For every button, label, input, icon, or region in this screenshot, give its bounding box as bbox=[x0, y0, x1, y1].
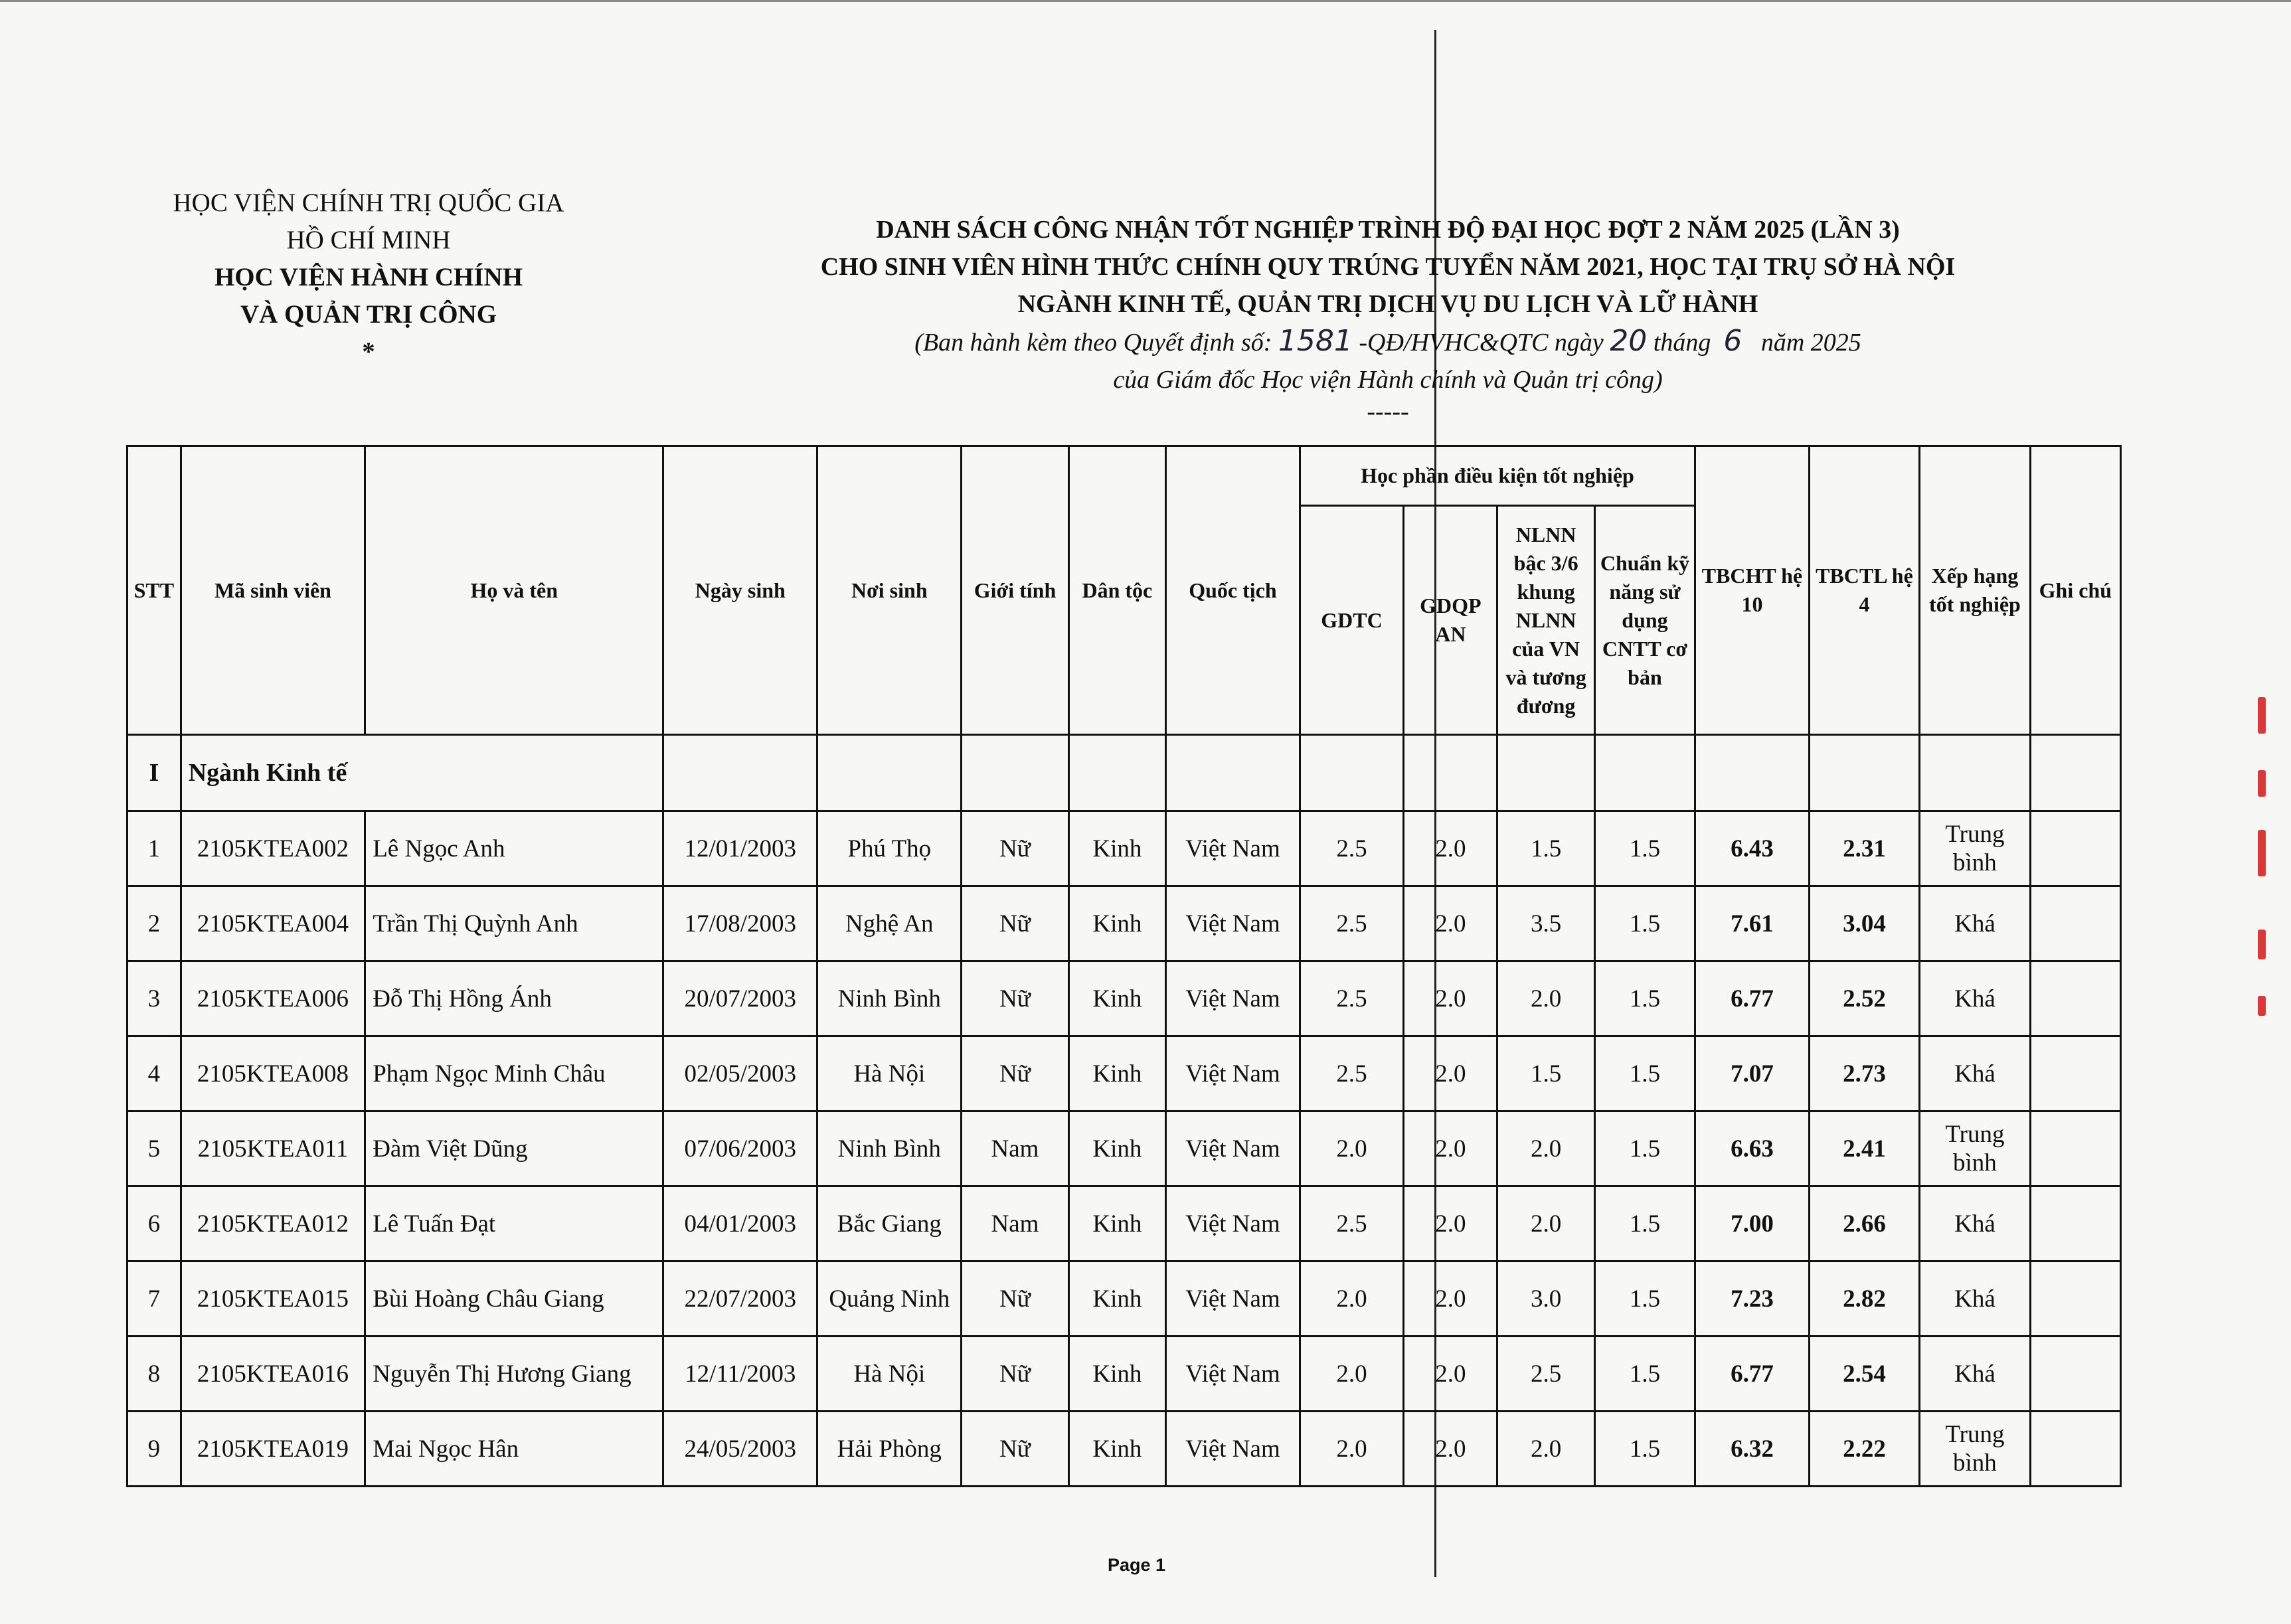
cell-gdtc: 2.0 bbox=[1300, 1261, 1403, 1337]
cell-nlnn: 2.0 bbox=[1497, 1186, 1594, 1261]
cell-tbctl: 2.66 bbox=[1809, 1186, 1919, 1261]
cell-ranking: Trung bình bbox=[1920, 811, 2030, 886]
cell-tbcht: 7.00 bbox=[1695, 1186, 1810, 1261]
table-row bbox=[127, 1261, 2121, 1337]
red-stamp-mark bbox=[2258, 770, 2266, 797]
section-number: I bbox=[127, 735, 181, 811]
graduation-table bbox=[126, 445, 2122, 1487]
cell-student-id: 2105KTEA006 bbox=[181, 961, 365, 1036]
cell-ranking: Khá bbox=[1920, 1261, 2030, 1337]
cell-nlnn: 1.5 bbox=[1497, 811, 1594, 886]
cell-ranking: Khá bbox=[1920, 961, 2030, 1036]
cell-nlnn: 1.5 bbox=[1497, 1036, 1594, 1111]
cell-tbctl: 2.52 bbox=[1809, 961, 1919, 1036]
cell-student-id: 2105KTEA016 bbox=[181, 1337, 365, 1412]
cell-gdqp: 2.0 bbox=[1404, 1261, 1497, 1337]
cell-cntt: 1.5 bbox=[1594, 1111, 1695, 1186]
org-line-1: HỌC VIỆN CHÍNH TRỊ QUỐC GIA bbox=[173, 189, 564, 217]
cell-stt: 8 bbox=[127, 1337, 181, 1412]
org-line-3: HỌC VIỆN HÀNH CHÍNH bbox=[214, 263, 523, 291]
cell-notes bbox=[2030, 1036, 2120, 1111]
section-label: Ngành Kinh tế bbox=[181, 735, 663, 811]
cell-student-id: 2105KTEA008 bbox=[181, 1036, 365, 1111]
cell-ethnicity: Kinh bbox=[1068, 1036, 1165, 1111]
header-gdtc: GDTC bbox=[1300, 506, 1403, 735]
cell-notes bbox=[2030, 1111, 2120, 1186]
header-student-id: Mã sinh viên bbox=[181, 446, 365, 735]
cell-gdtc: 2.5 bbox=[1300, 961, 1403, 1036]
cell-notes bbox=[2030, 1412, 2120, 1487]
cell-gender: Nữ bbox=[962, 886, 1068, 961]
cell-nationality: Việt Nam bbox=[1166, 1412, 1300, 1487]
cell-nlnn: 3.0 bbox=[1497, 1261, 1594, 1337]
cell-gdqp: 2.0 bbox=[1404, 811, 1497, 886]
table-row bbox=[127, 1337, 2121, 1412]
header-stt: STT bbox=[127, 446, 181, 735]
table-row bbox=[127, 886, 2121, 961]
cell-gdtc: 2.5 bbox=[1300, 1186, 1403, 1261]
cell-nlnn: 2.5 bbox=[1497, 1337, 1594, 1412]
cell-cntt: 1.5 bbox=[1594, 886, 1695, 961]
cell-cntt: 1.5 bbox=[1594, 961, 1695, 1036]
cell-nationality: Việt Nam bbox=[1166, 811, 1300, 886]
header-nlnn: NLNN bậc 3/6 khung NLNN của VN và tương đương bbox=[1497, 506, 1594, 735]
cell-gender: Nữ bbox=[962, 961, 1068, 1036]
header-gdqp: GDQP AN bbox=[1404, 506, 1497, 735]
cell-tbcht: 7.07 bbox=[1695, 1036, 1810, 1111]
header-birth-date: Ngày sinh bbox=[663, 446, 817, 735]
cell-notes bbox=[2030, 811, 2120, 886]
cell-gdtc: 2.0 bbox=[1300, 1412, 1403, 1487]
cell-ethnicity: Kinh bbox=[1068, 1111, 1165, 1186]
cell-cntt: 1.5 bbox=[1594, 1412, 1695, 1487]
scan-top-edge bbox=[0, 0, 2291, 2]
cell-birth-place: Quảng Ninh bbox=[817, 1261, 962, 1337]
document-title-block bbox=[770, 211, 2005, 425]
cell-birth-date: 22/07/2003 bbox=[663, 1261, 817, 1337]
cell-birth-place: Ninh Bình bbox=[817, 961, 962, 1036]
cell-notes bbox=[2030, 886, 2120, 961]
cell-gdtc: 2.5 bbox=[1300, 886, 1403, 961]
cell-gender: Nam bbox=[962, 1111, 1068, 1186]
cell-birth-date: 17/08/2003 bbox=[663, 886, 817, 961]
cell-cntt: 1.5 bbox=[1594, 1261, 1695, 1337]
cell-ranking: Khá bbox=[1920, 1337, 2030, 1412]
page-number: Page 1 bbox=[1108, 1555, 1166, 1575]
cell-tbcht: 6.77 bbox=[1695, 1337, 1810, 1412]
cell-tbctl: 2.54 bbox=[1809, 1337, 1919, 1412]
decree-line bbox=[770, 323, 2005, 361]
cell-student-id: 2105KTEA011 bbox=[181, 1111, 365, 1186]
table-row bbox=[127, 1186, 2121, 1261]
cell-ethnicity: Kinh bbox=[1068, 1186, 1165, 1261]
cell-nationality: Việt Nam bbox=[1166, 1337, 1300, 1412]
cell-birth-date: 12/11/2003 bbox=[663, 1337, 817, 1412]
cell-birth-place: Hà Nội bbox=[817, 1036, 962, 1111]
cell-tbcht: 6.77 bbox=[1695, 961, 1810, 1036]
red-stamp-mark bbox=[2258, 996, 2266, 1016]
cell-student-id: 2105KTEA012 bbox=[181, 1186, 365, 1261]
cell-birth-date: 24/05/2003 bbox=[663, 1412, 817, 1487]
cell-notes bbox=[2030, 1186, 2120, 1261]
cell-nlnn: 3.5 bbox=[1497, 886, 1594, 961]
cell-ethnicity: Kinh bbox=[1068, 961, 1165, 1036]
section-row bbox=[127, 735, 2121, 811]
cell-birth-date: 12/01/2003 bbox=[663, 811, 817, 886]
org-line-2: HỒ CHÍ MINH bbox=[286, 226, 451, 254]
cell-stt: 3 bbox=[127, 961, 181, 1036]
cell-nlnn: 2.0 bbox=[1497, 1111, 1594, 1186]
header-ranking: Xếp hạng tốt nghiệp bbox=[1920, 446, 2030, 735]
header-birth-place: Nơi sinh bbox=[817, 446, 962, 735]
cell-birth-place: Nghệ An bbox=[817, 886, 962, 961]
cell-ethnicity: Kinh bbox=[1068, 1337, 1165, 1412]
cell-stt: 6 bbox=[127, 1186, 181, 1261]
header-nationality: Quốc tịch bbox=[1166, 446, 1300, 735]
title-dash: ----- bbox=[1367, 398, 1409, 426]
cell-cntt: 1.5 bbox=[1594, 1337, 1695, 1412]
decree-year: năm 2025 bbox=[1760, 329, 1861, 357]
cell-tbctl: 3.04 bbox=[1809, 886, 1919, 961]
cell-full-name: Đỗ Thị Hồng Ánh bbox=[365, 961, 663, 1036]
cell-tbcht: 6.32 bbox=[1695, 1412, 1810, 1487]
cell-tbctl: 2.22 bbox=[1809, 1412, 1919, 1487]
cell-nationality: Việt Nam bbox=[1166, 1261, 1300, 1337]
table-row bbox=[127, 1412, 2121, 1487]
red-stamp-mark bbox=[2258, 830, 2266, 876]
cell-gdtc: 2.0 bbox=[1300, 1337, 1403, 1412]
cell-nlnn: 2.0 bbox=[1497, 961, 1594, 1036]
cell-nationality: Việt Nam bbox=[1166, 961, 1300, 1036]
cell-student-id: 2105KTEA004 bbox=[181, 886, 365, 961]
title-line-3: NGÀNH KINH TẾ, QUẢN TRỊ DỊCH VỤ DU LỊCH VÀ LỮ HÀNH bbox=[1017, 290, 1758, 318]
cell-gdtc: 2.5 bbox=[1300, 811, 1403, 886]
decree-number: 1581 bbox=[1278, 324, 1353, 358]
cell-ranking: Khá bbox=[1920, 1186, 2030, 1261]
header-graduation-conditions: Học phần điều kiện tốt nghiệp bbox=[1300, 446, 1695, 506]
cell-ethnicity: Kinh bbox=[1068, 1261, 1165, 1337]
decree-mid-2: tháng bbox=[1653, 329, 1711, 357]
cell-nationality: Việt Nam bbox=[1166, 886, 1300, 961]
cell-birth-place: Ninh Bình bbox=[817, 1111, 962, 1186]
cell-ranking: Khá bbox=[1920, 886, 2030, 961]
cell-tbcht: 6.63 bbox=[1695, 1111, 1810, 1186]
decree-month: 6 bbox=[1723, 324, 1742, 358]
cell-stt: 5 bbox=[127, 1111, 181, 1186]
table-row bbox=[127, 1036, 2121, 1111]
header-cntt: Chuẩn kỹ năng sử dụng CNTT cơ bản bbox=[1594, 506, 1695, 735]
cell-ranking: Trung bình bbox=[1920, 1412, 2030, 1487]
cell-gender: Nữ bbox=[962, 1337, 1068, 1412]
cell-birth-date: 02/05/2003 bbox=[663, 1036, 817, 1111]
cell-tbcht: 7.61 bbox=[1695, 886, 1810, 961]
org-star: * bbox=[362, 337, 375, 366]
cell-birth-place: Hải Phòng bbox=[817, 1412, 962, 1487]
cell-full-name: Trần Thị Quỳnh Anh bbox=[365, 886, 663, 961]
cell-birth-date: 07/06/2003 bbox=[663, 1111, 817, 1186]
cell-cntt: 1.5 bbox=[1594, 1036, 1695, 1111]
cell-ranking: Khá bbox=[1920, 1036, 2030, 1111]
cell-birth-place: Hà Nội bbox=[817, 1337, 962, 1412]
cell-tbcht: 7.23 bbox=[1695, 1261, 1810, 1337]
cell-gender: Nữ bbox=[962, 1261, 1068, 1337]
issuer-line: của Giám đốc Học viện Hành chính và Quản trị công) bbox=[1113, 366, 1663, 394]
cell-notes bbox=[2030, 1337, 2120, 1412]
cell-notes bbox=[2030, 1261, 2120, 1337]
cell-nationality: Việt Nam bbox=[1166, 1111, 1300, 1186]
cell-tbcht: 6.43 bbox=[1695, 811, 1810, 886]
decree-mid-1: -QĐ/HVHC&QTC ngày bbox=[1359, 329, 1604, 357]
cell-full-name: Mai Ngọc Hân bbox=[365, 1412, 663, 1487]
header-ethnicity: Dân tộc bbox=[1068, 446, 1165, 735]
cell-gender: Nam bbox=[962, 1186, 1068, 1261]
title-line-2: CHO SINH VIÊN HÌNH THỨC CHÍNH QUY TRÚNG TUYỂN NĂM 2021, HỌC TẠI TRỤ SỞ HÀ NỘI bbox=[820, 253, 1956, 281]
organization-block bbox=[156, 185, 581, 370]
table-row bbox=[127, 961, 2121, 1036]
cell-birth-place: Phú Thọ bbox=[817, 811, 962, 886]
cell-birth-date: 20/07/2003 bbox=[663, 961, 817, 1036]
cell-full-name: Đàm Việt Dũng bbox=[365, 1111, 663, 1186]
decree-day: 20 bbox=[1610, 324, 1648, 358]
cell-student-id: 2105KTEA019 bbox=[181, 1412, 365, 1487]
red-stamp-mark bbox=[2258, 930, 2266, 959]
cell-student-id: 2105KTEA015 bbox=[181, 1261, 365, 1337]
cell-stt: 7 bbox=[127, 1261, 181, 1337]
cell-stt: 4 bbox=[127, 1036, 181, 1111]
cell-nationality: Việt Nam bbox=[1166, 1186, 1300, 1261]
cell-birth-date: 04/01/2003 bbox=[663, 1186, 817, 1261]
header-gender: Giới tính bbox=[962, 446, 1068, 735]
cell-tbctl: 2.73 bbox=[1809, 1036, 1919, 1111]
cell-gdqp: 2.0 bbox=[1404, 1337, 1497, 1412]
cell-student-id: 2105KTEA002 bbox=[181, 811, 365, 886]
cell-tbctl: 2.82 bbox=[1809, 1261, 1919, 1337]
header-full-name: Họ và tên bbox=[365, 446, 663, 735]
cell-ethnicity: Kinh bbox=[1068, 1412, 1165, 1487]
cell-cntt: 1.5 bbox=[1594, 1186, 1695, 1261]
title-line-1: DANH SÁCH CÔNG NHẬN TỐT NGHIỆP TRÌNH ĐỘ ĐẠI HỌC ĐỢT 2 NĂM 2025 (LẦN 3) bbox=[876, 216, 1900, 244]
cell-gender: Nữ bbox=[962, 811, 1068, 886]
cell-notes bbox=[2030, 961, 2120, 1036]
decree-prefix: (Ban hành kèm theo Quyết định số: bbox=[914, 329, 1272, 357]
cell-gdqp: 2.0 bbox=[1404, 1186, 1497, 1261]
cell-full-name: Bùi Hoàng Châu Giang bbox=[365, 1261, 663, 1337]
cell-gdqp: 2.0 bbox=[1404, 1111, 1497, 1186]
cell-gdtc: 2.5 bbox=[1300, 1036, 1403, 1111]
cell-full-name: Nguyễn Thị Hương Giang bbox=[365, 1337, 663, 1412]
cell-tbctl: 2.41 bbox=[1809, 1111, 1919, 1186]
cell-stt: 2 bbox=[127, 886, 181, 961]
red-stamp-mark bbox=[2258, 697, 2266, 734]
cell-gdtc: 2.0 bbox=[1300, 1111, 1403, 1186]
cell-ethnicity: Kinh bbox=[1068, 811, 1165, 886]
cell-gdqp: 2.0 bbox=[1404, 1036, 1497, 1111]
org-line-4: VÀ QUẢN TRỊ CÔNG bbox=[240, 300, 497, 329]
header-tbctl: TBCTL hệ 4 bbox=[1809, 446, 1919, 735]
cell-stt: 1 bbox=[127, 811, 181, 886]
cell-gdqp: 2.0 bbox=[1404, 1412, 1497, 1487]
cell-ethnicity: Kinh bbox=[1068, 886, 1165, 961]
cell-stt: 9 bbox=[127, 1412, 181, 1487]
cell-gender: Nữ bbox=[962, 1412, 1068, 1487]
cell-cntt: 1.5 bbox=[1594, 811, 1695, 886]
cell-tbctl: 2.31 bbox=[1809, 811, 1919, 886]
cell-gdqp: 2.0 bbox=[1404, 886, 1497, 961]
cell-nlnn: 2.0 bbox=[1497, 1412, 1594, 1487]
header-notes: Ghi chú bbox=[2030, 446, 2120, 735]
cell-full-name: Phạm Ngọc Minh Châu bbox=[365, 1036, 663, 1111]
cell-gdqp: 2.0 bbox=[1404, 961, 1497, 1036]
cell-birth-place: Bắc Giang bbox=[817, 1186, 962, 1261]
cell-ranking: Trung bình bbox=[1920, 1111, 2030, 1186]
cell-gender: Nữ bbox=[962, 1036, 1068, 1111]
table-row bbox=[127, 1111, 2121, 1186]
table-row bbox=[127, 811, 2121, 886]
cell-full-name: Lê Tuấn Đạt bbox=[365, 1186, 663, 1261]
cell-full-name: Lê Ngọc Anh bbox=[365, 811, 663, 886]
cell-nationality: Việt Nam bbox=[1166, 1036, 1300, 1111]
header-tbcht: TBCHT hệ 10 bbox=[1695, 446, 1810, 735]
